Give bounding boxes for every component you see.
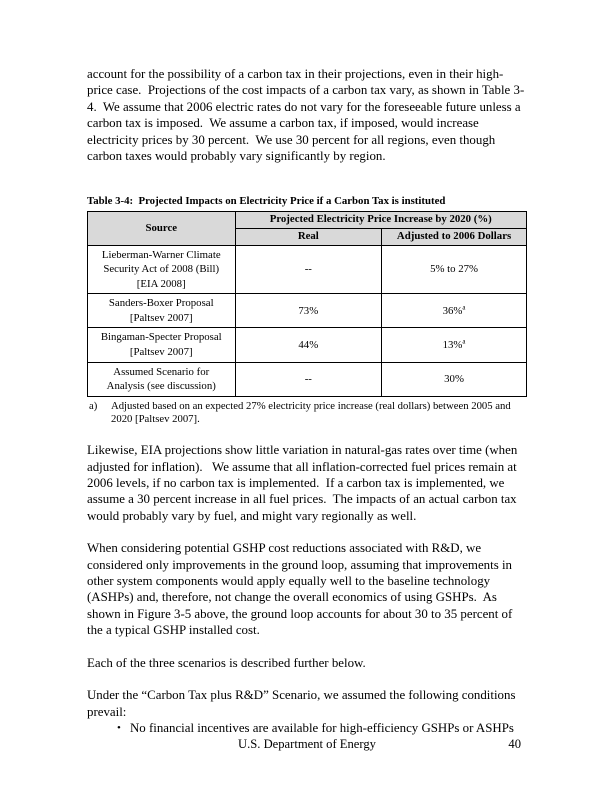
- bullet-text: No financial incentives are available for high-efficiency GSHPs or ASHPs: [130, 720, 514, 735]
- bullet-item: [87, 720, 527, 736]
- page-footer: [87, 737, 527, 752]
- bullet-icon: •: [117, 721, 121, 734]
- cell-source: Lieberman-Warner Climate Security Act of 2008 (Bill) [EIA 2008]: [88, 245, 236, 294]
- cell-source: Sanders-Boxer Proposal [Paltsev 2007]: [88, 294, 236, 328]
- cell-real: --: [235, 245, 382, 294]
- paragraph-scenarios-intro: Each of the three scenarios is described further below.: [87, 655, 366, 670]
- table-caption: Table 3-4: Projected Impacts on Electricity Price if a Carbon Tax is instituted: [87, 195, 446, 208]
- footnote-ref: a: [462, 337, 466, 346]
- cell-adjusted-value: 13%: [442, 338, 463, 351]
- footnote-ref: a: [462, 302, 466, 311]
- cell-real: --: [235, 362, 382, 396]
- table-row: [88, 362, 527, 396]
- table-row: [88, 245, 527, 294]
- cell-source: Bingaman-Specter Proposal [Paltsev 2007]: [88, 328, 236, 362]
- table-row: [88, 328, 527, 362]
- page-content: [87, 66, 527, 736]
- footnote-marker: a): [89, 399, 98, 412]
- table-footnote: [87, 400, 527, 428]
- footer-org-name: U.S. Department of Energy: [238, 737, 376, 751]
- column-header-group: Projected Electricity Price Increase by 2020 (%): [235, 212, 527, 229]
- column-header-source: Source: [88, 212, 236, 245]
- paragraph-gshp-cost-reductions: When considering potential GSHP cost reductions associated with R&D, we considered only improvements in the ground loop, assuming that improvements in other system components would apply equally well to the baseline technology (ASHPs) and, therefore, not change the overall economics of using GSHPs. As shown in Figure 3-5 above, the ground loop accounts for about 30 to 35 percent of the a typical GSHP installed cost.: [87, 541, 516, 638]
- paragraph-carbon-tax-rd-scenario: Under the “Carbon Tax plus R&D” Scenario, we assumed the following conditions prevail:: [87, 688, 519, 719]
- paragraph-carbon-tax-projections: account for the possibility of a carbon tax in their projections, even in their high-price case. Projections of the cost impacts of a carbon tax vary, as shown in Table 3-4. We assume that 2006 electric rates do not vary for the foreseeable future unless a carbon tax is imposed. We assume a carbon tax, if imposed, would increase electricity prices by 30 percent. We use 30 percent for all regions, even though carbon taxes would probably vary significantly by region.: [87, 67, 525, 164]
- table-row: [88, 294, 527, 328]
- cell-adjusted-value: 36%: [442, 304, 463, 317]
- cell-adjusted-value: 5% to 27%: [430, 263, 479, 276]
- column-header-adjusted: Adjusted to 2006 Dollars: [382, 229, 527, 246]
- page-number: 40: [508, 737, 521, 751]
- cell-real: 73%: [235, 294, 382, 328]
- table-3-4: [87, 211, 527, 396]
- cell-adjusted: [382, 294, 527, 328]
- cell-adjusted: [382, 362, 527, 396]
- cell-adjusted: [382, 245, 527, 294]
- column-header-real: Real: [235, 229, 382, 246]
- cell-source: Assumed Scenario for Analysis (see discussion): [88, 362, 236, 396]
- cell-adjusted-value: 30%: [444, 372, 464, 385]
- footnote-text: Adjusted based on an expected 27% electricity price increase (real dollars) between 2005 and 2020 [Paltsev 2007].: [111, 399, 514, 426]
- cell-real: 44%: [235, 328, 382, 362]
- paragraph-natural-gas-rates: Likewise, EIA projections show little variation in natural-gas rates over time (when adjusted for inflation). We assume that all inflation-corrected fuel prices remain at 2006 levels, if no carbon tax is implemented. If a carbon tax is implemented, we assume a 30 percent increase in all fuel prices. The impacts of an actual carbon tax would probably vary by fuel, and might vary regionally as well.: [87, 443, 521, 523]
- cell-adjusted: [382, 328, 527, 362]
